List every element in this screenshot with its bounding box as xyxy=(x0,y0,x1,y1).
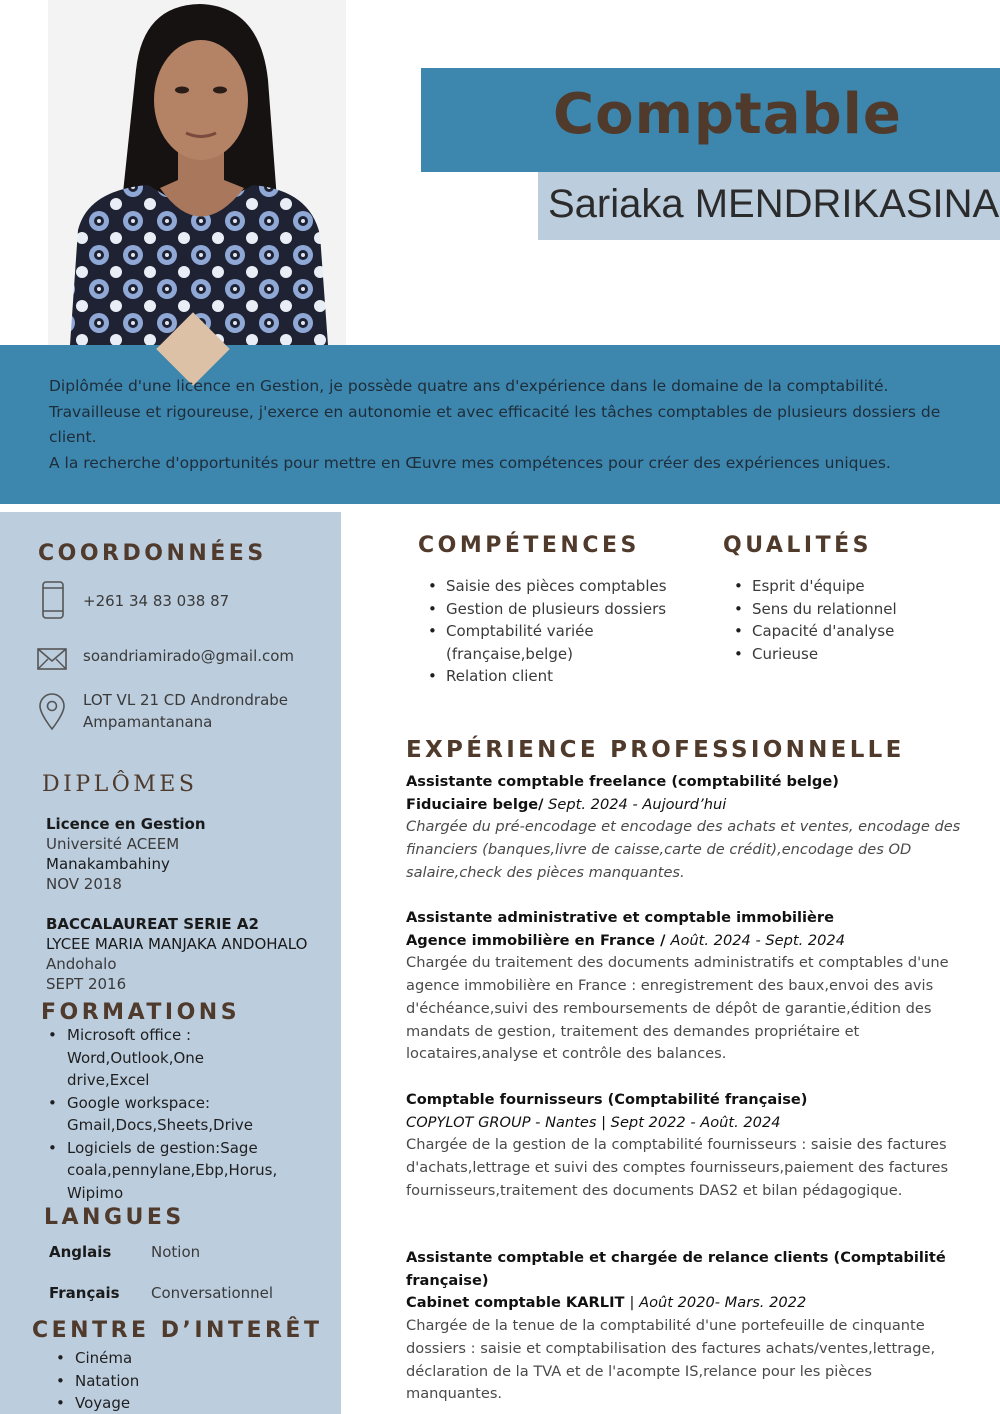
job-dates: COPYLOT GROUP - Nantes | Sept 2022 - Août. 2024 xyxy=(406,1113,781,1131)
language-level: Conversationnel xyxy=(151,1284,274,1302)
list-item: • Voyage xyxy=(54,1392,294,1414)
job-entry xyxy=(406,1089,966,1203)
diploma-date: NOV 2018 xyxy=(46,875,122,893)
language-name: Français xyxy=(49,1284,120,1302)
list-item: • Microsoft office : Word,Outlook,One drive,Excel xyxy=(46,1024,286,1092)
phone-icon xyxy=(39,580,69,620)
job-dates: | Août 2020- Mars. 2022 xyxy=(629,1294,807,1312)
list-item: • Capacité d'analyse xyxy=(728,620,988,643)
job-entry xyxy=(406,1247,966,1406)
summary xyxy=(49,374,959,476)
job-company: Cabinet comptable KARLIT xyxy=(406,1294,630,1312)
list-item: • Comptabilité variée (française,belge) xyxy=(422,620,622,665)
language-level: Notion xyxy=(151,1243,201,1261)
list-item: • Sens du relationnel xyxy=(728,598,988,621)
job-description: Chargée de la tenue de la comptabilité d'une portefeuille de cinquante dossiers : saisie et comptabilisation des factures achats/ventes,lettrage, déclaration de la TVA et de l'acompte IS,relance pour les pièces manquantes. xyxy=(406,1317,936,1403)
job-title: Comptable xyxy=(553,82,902,147)
diploma-place: Andohalo xyxy=(46,955,117,973)
job-company: Agence immobilière en France / xyxy=(406,931,671,949)
diploma-place: Manakambahiny xyxy=(46,855,170,873)
list-item: • Relation client xyxy=(422,665,692,688)
language-name: Anglais xyxy=(49,1243,112,1261)
languages-title: LANGUES xyxy=(44,1205,185,1230)
diploma-name: BACCALAUREAT SERIE A2 xyxy=(46,915,259,933)
address xyxy=(83,689,288,733)
interests-list xyxy=(54,1347,294,1414)
profile-photo xyxy=(48,0,346,345)
summary-line: Travailleuse et rigoureuse, j'exerce en autonomie et avec efficacité les tâches comptables de plusieurs dossiers de client. xyxy=(49,402,941,446)
address-line: LOT VL 21 CD Androndrabe xyxy=(83,691,289,709)
skills-list xyxy=(422,575,692,688)
qualities-list xyxy=(728,575,988,665)
list-item: • Saisie des pièces comptables xyxy=(422,575,692,598)
job-title: Assistante comptable freelance (comptabilité belge) xyxy=(406,773,839,790)
job-description: Chargée du traitement des documents administratifs et comptables d'une agence immobilière en France : enregistrement des baux,envoi des avis d'échéance,suivi des remboursements de dépôt de garantie,édition des mandats de gestion, traitement des demandes propriétaire et locataires,analyse et contrôle des balances. xyxy=(406,954,949,1063)
diploma-date: SEPT 2016 xyxy=(46,975,127,993)
qualities-title: QUALITÉS xyxy=(723,533,872,558)
location-pin-icon xyxy=(37,692,67,732)
trainings-list xyxy=(46,1024,286,1204)
job-description: Chargée du pré-encodage et encodage des achats et ventes, encodage des financiers (banques,livre de caisse,carte de crédit),encodage des OD salaire,check des pièces manquantes. xyxy=(406,818,961,881)
list-item: • Curieuse xyxy=(728,643,988,666)
list-item: • Google workspace: Gmail,Docs,Sheets,Drive xyxy=(46,1092,286,1137)
skills-title: COMPÉTENCES xyxy=(418,533,640,558)
experience-title: EXPÉRIENCE PROFESSIONNELLE xyxy=(406,737,905,763)
summary-line: Diplômée d'une licence en Gestion, je possède quatre ans d'expérience dans le domaine de la comptabilité. xyxy=(49,377,889,395)
list-item: • Esprit d'équipe xyxy=(728,575,988,598)
diploma-item xyxy=(46,914,307,994)
job-title: Assistante comptable et chargée de relance clients (Comptabilité française) xyxy=(406,1249,946,1289)
list-item: • Logiciels de gestion:Sage coala,pennylane,Ebp,Horus, Wipimo xyxy=(46,1137,286,1205)
list-item: • Cinéma xyxy=(54,1347,294,1370)
interests-title: CENTRE D’INTERÊT xyxy=(32,1318,323,1343)
list-item: • Natation xyxy=(54,1370,294,1393)
diploma-school: LYCEE MARIA MANJAKA ANDOHALO xyxy=(46,935,308,953)
diplomas-title: DIPLÔMES xyxy=(42,772,198,797)
summary-line: A la recherche d'opportunités pour mettre en Œuvre mes compétences pour créer des expériences uniques. xyxy=(49,453,891,472)
diploma-school: Université ACEEM xyxy=(46,835,180,853)
job-dates: Août. 2024 - Sept. 2024 xyxy=(670,931,846,949)
address-line: Ampamantanana xyxy=(83,713,213,731)
mail-icon xyxy=(37,640,67,680)
contact-title: COORDONNÉES xyxy=(38,541,267,566)
job-title: Assistante administrative et comptable immobilière xyxy=(406,909,835,926)
job-company: Fiduciaire belge/ xyxy=(406,795,544,813)
diploma-name: Licence en Gestion xyxy=(46,815,206,833)
person-name: Sariaka MENDRIKASINA xyxy=(548,182,1000,226)
email-address[interactable]: soandriamirado@gmail.com xyxy=(83,647,295,665)
phone-number: +261 34 83 038 87 xyxy=(83,592,230,610)
trainings-title: FORMATIONS xyxy=(41,1000,241,1025)
job-title: Comptable fournisseurs (Comptabilité française) xyxy=(406,1091,808,1108)
diploma-item xyxy=(46,814,206,894)
job-dates: Sept. 2024 - Aujourd’hui xyxy=(543,795,727,813)
job-entry xyxy=(406,771,966,885)
job-entry xyxy=(406,907,966,1066)
job-description: Chargée de la gestion de la comptabilité fournisseurs : saisie des factures d'achats,lettrage et suivi des comptes fournisseurs,paiement des factures fournisseurs,traitement des documents DAS2 et bilan pédagogique. xyxy=(406,1136,949,1199)
list-item: • Gestion de plusieurs dossiers xyxy=(422,598,692,621)
